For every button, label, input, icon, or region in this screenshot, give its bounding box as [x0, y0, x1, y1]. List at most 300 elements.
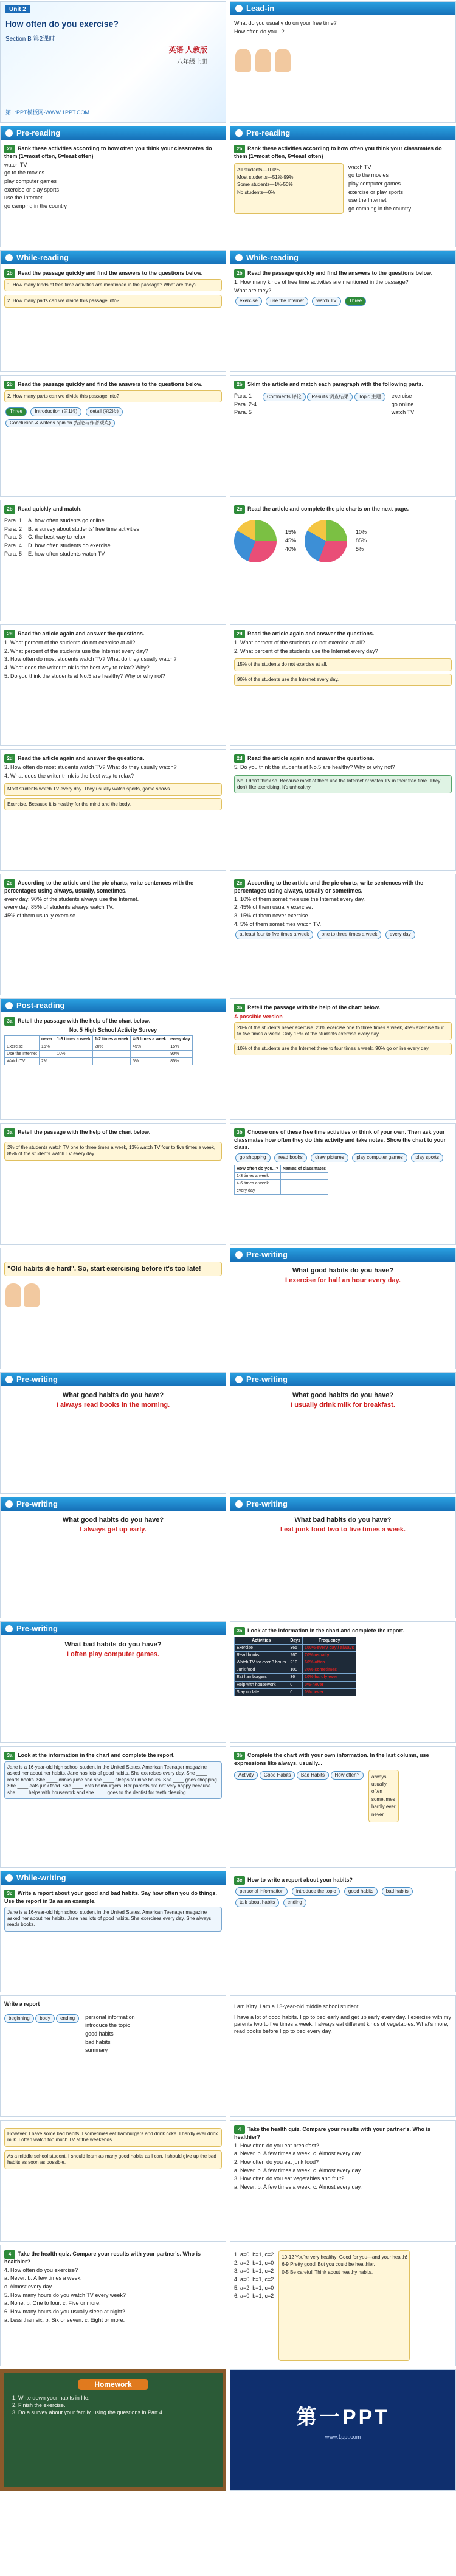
slide-whilereading-11[interactable]: [0, 874, 226, 995]
table-cell: [92, 1050, 130, 1057]
structure-label: talk about habits: [235, 1898, 279, 1907]
slide-whilereading-12[interactable]: [230, 874, 456, 995]
list-item: watch TV: [4, 161, 27, 168]
match-item: B. a survey about students' free time activities: [28, 525, 139, 532]
slide-title: Pre-reading: [1, 126, 226, 140]
slide-title: Post-reading: [1, 999, 226, 1012]
task-text: Write a report: [4, 2001, 40, 2007]
pie-value: 5%: [356, 545, 364, 552]
slide-whilewriting-1[interactable]: [0, 1871, 226, 1992]
para-label: Para. 1: [4, 517, 22, 523]
quiz-line: a. Never. b. A few times a week. c. Almost every day.: [234, 2167, 362, 2174]
step-badge-icon: 3b: [234, 1752, 245, 1760]
table-cell: Use the Internet: [5, 1050, 40, 1057]
para-label: Para. 2-4: [234, 401, 257, 407]
task-text: Read quickly and match.: [18, 506, 82, 512]
question-line: What are they?: [234, 287, 272, 294]
question-line: 1. How many kinds of free time activities are mentioned in the passage? What are they?: [4, 279, 222, 291]
part-label: Results 调查结果: [307, 393, 353, 401]
slide-whilewriting-3[interactable]: [0, 1995, 226, 2117]
score-line: 1. a=0, b=1, c=2: [234, 2251, 274, 2257]
survey-item: All students—100%: [237, 167, 280, 173]
slide-title: Pre-writing: [230, 1497, 455, 1511]
list-item: play computer games: [4, 178, 57, 185]
task-text: Take the health quiz. Compare your results with your partner's. Who is healthier?: [4, 2251, 201, 2265]
runner-illustration: [24, 1283, 40, 1307]
table-header: Activities: [235, 1637, 288, 1645]
list-item: play computer games: [348, 181, 401, 187]
slide-postreading-1[interactable]: [0, 998, 226, 1120]
quiz-line: a. None. b. One to four. c. Five or more.: [4, 2300, 101, 2307]
table-header: Days: [288, 1637, 303, 1645]
answer-bubble: Three: [345, 297, 366, 305]
step-badge-icon: 3a: [4, 1752, 15, 1760]
table-cell: 36: [288, 1674, 303, 1681]
question-line: 1. What percent of the students do not exercise at all?: [4, 640, 136, 646]
activity-bubble: exercise: [391, 393, 412, 399]
table-cell: 0: [288, 1681, 303, 1688]
score-line: 3. a=0, b=1, c=2: [234, 2268, 274, 2274]
part-label: detail (第2段): [86, 407, 123, 416]
question-text: What bad habits do you have?: [294, 1516, 392, 1524]
para-label: Para. 5: [4, 550, 22, 557]
retell-text: 20% of the students never exercise. 20% exercise one to three times a week, 45% exercise four to five times a week. Only 15% of the students exercise every day.: [234, 1022, 452, 1041]
outline-item: good habits: [85, 2031, 114, 2037]
table-cell: 15%: [39, 1043, 55, 1050]
table-cell: 210: [288, 1659, 303, 1666]
answer-text: I exercise for half an hour every day.: [285, 1277, 401, 1285]
match-item: A. how often students go online: [28, 517, 105, 523]
task-text: Retell the passage with the help of the chart below.: [18, 1018, 151, 1024]
result-note: 10-12 You're very healthy! Good for you—and your health!: [282, 2254, 407, 2260]
activity-label: draw pictures: [311, 1153, 348, 1162]
frequency-word: usually: [371, 1781, 387, 1787]
step-badge-icon: 2b: [234, 381, 245, 389]
outline-item: bad habits: [85, 2039, 111, 2045]
table-cell: 2%: [39, 1057, 55, 1065]
table-cell: 5%: [131, 1057, 168, 1065]
step-badge-icon: 2b: [4, 505, 15, 514]
result-note: 6-9 Pretty good! But you could be healthier.: [282, 2262, 375, 2268]
outline-item: personal information: [85, 2014, 135, 2020]
list-item: go to the movies: [348, 172, 389, 179]
quote-text: "Old habits die hard". So, start exercising before it's too late!: [4, 1262, 222, 1276]
task-text: Retell the passage with the help of the chart below.: [18, 1129, 151, 1135]
quiz-line: 1. How often do you eat breakfast?: [234, 2142, 319, 2149]
slide-title: Pre-writing: [1, 1622, 226, 1635]
cover-title: How often do you exercise?: [5, 19, 119, 29]
table-cell: [131, 1050, 168, 1057]
activity-bubble: exercise: [235, 297, 262, 305]
sample-text: However, I have some bad habits. I sometimes eat hamburgers and drink coke. I hardly ever drink milk. I often watch too much TV at the weekends.: [4, 2128, 222, 2147]
slide-title: Pre-reading: [230, 126, 455, 140]
slide-postreading-5[interactable]: [0, 1248, 226, 1369]
slide-whilewriting-4[interactable]: [230, 1995, 456, 2117]
table-cell: 70%-usually: [303, 1652, 356, 1659]
table-cell: Watch TV: [5, 1057, 40, 1065]
cover-grade: 八年级上册: [177, 59, 207, 66]
task-text: Read the passage quickly and find the answers to the questions below.: [18, 381, 203, 387]
match-item: D. how often students do exercise: [28, 542, 111, 549]
answer-text: I usually drink milk for breakfast.: [291, 1401, 395, 1409]
question-line: 5. Do you think the students at No.5 are healthy? Why or why not?: [234, 764, 395, 770]
slide-prewriting-8[interactable]: [0, 1746, 226, 1868]
answer-note: 15% of the students do not exercise at all.: [234, 658, 452, 671]
survey-item: Most students—51%-99%: [237, 174, 294, 181]
sentence-line: 1. 10% of them sometimes use the Internet every day.: [234, 896, 365, 902]
sentence-line: 3. 15% of them never exercise.: [234, 913, 310, 919]
table-cell: Watch TV for over 3 hours: [235, 1659, 288, 1666]
outline-part: ending: [56, 2014, 79, 2023]
task-text: Write a report about your good and bad habits. Say how often you do things. Use the report in 3a as an example.: [4, 1890, 217, 1904]
table-header: 1-3 times a week: [55, 1035, 92, 1043]
table-cell: 85%: [168, 1057, 192, 1065]
result-note: 0-5 Be careful! Think about healthy habits.: [282, 2269, 373, 2275]
table-cell: 0: [288, 1688, 303, 1696]
slide-title: While-reading: [1, 251, 226, 264]
table-cell: 90%: [168, 1050, 192, 1057]
quiz-line: 3. How often do you eat vegetables and fruit?: [234, 2175, 345, 2182]
retell-text: 10% of the students use the Internet three to four times a week. 90% go online every day.: [234, 1043, 452, 1055]
task-text: Retell the passage with the help of the chart below.: [247, 1004, 381, 1010]
activity-bubble: watch TV: [312, 297, 340, 305]
task-text: Read the article again and answer the questions.: [18, 755, 145, 761]
slide-brand[interactable]: [230, 2369, 456, 2491]
slide-prewriting-7[interactable]: [230, 1621, 456, 1743]
slide-homework[interactable]: [0, 2369, 226, 2491]
sentence-line: 2. 45% of them usually exercise.: [234, 904, 313, 911]
task-text: Read the article again and answer the questions.: [247, 755, 375, 761]
cover-site: 第一PPT模板网-WWW.1PPT.COM: [5, 109, 89, 116]
table-cell: Eat hamburgers: [235, 1674, 288, 1681]
question-text: What good habits do you have?: [62, 1516, 164, 1524]
task-text: Take the health quiz. Compare your results with your partner's. Who is healthier?: [234, 2126, 431, 2140]
slide-leadin[interactable]: [230, 1, 456, 123]
table-header: Frequency: [303, 1637, 356, 1645]
table-cell: 0%-never: [303, 1688, 356, 1696]
table-header: How often do you...?: [235, 1165, 281, 1172]
table-cell: every day: [235, 1187, 281, 1195]
quiz-line: 4. How often do you exercise?: [4, 2267, 78, 2273]
slide-whilewriting-6[interactable]: [230, 2120, 456, 2242]
slide-whilereading-2[interactable]: [230, 250, 456, 372]
slide-prewriting-9[interactable]: [230, 1746, 456, 1868]
step-badge-icon: 2d: [234, 630, 245, 638]
step-badge-icon: 3a: [234, 1004, 245, 1012]
frequency-word: often: [371, 1789, 382, 1795]
tag-label: one to three times a week: [317, 930, 382, 939]
para-label: Para. 2: [4, 525, 22, 532]
list-item: watch TV: [348, 164, 371, 170]
kid-illustration: [275, 49, 291, 72]
question-line: 2. What percent of the students use the Internet every day?: [234, 647, 378, 654]
step-badge-icon: 3c: [234, 1876, 245, 1885]
table-cell: Help with housework: [235, 1681, 288, 1688]
question-text: What good habits do you have?: [62, 1392, 164, 1399]
chart-label: Activity: [234, 1771, 258, 1780]
question-line: 1. What percent of the students do not exercise at all?: [234, 640, 365, 646]
tag-label: every day: [385, 930, 415, 939]
pie-value: 85%: [356, 537, 367, 544]
table-cell: [39, 1050, 55, 1057]
table-cell: 1-3 times a week: [235, 1172, 281, 1179]
pie-value: 45%: [285, 537, 297, 544]
table-cell: 20%: [92, 1043, 130, 1050]
match-item: C. the best way to relax: [28, 534, 86, 540]
slide-postreading-2[interactable]: [230, 998, 456, 1120]
list-item: exercise or play sports: [4, 186, 60, 193]
slide-prewriting-1[interactable]: [230, 1248, 456, 1369]
list-item: go camping in the country: [4, 203, 67, 210]
slide-title: While-reading: [230, 251, 455, 264]
step-badge-icon: 2b: [4, 381, 15, 389]
table-cell: 0%-never: [303, 1681, 356, 1688]
list-item: use the Internet: [348, 197, 387, 204]
survey-item: No students—0%: [237, 189, 275, 195]
task-text: Read the article and complete the pie charts on the next page.: [247, 506, 409, 512]
table-header: [5, 1035, 40, 1043]
slide-whilewriting-5[interactable]: [0, 2120, 226, 2242]
list-item: exercise or play sports: [348, 188, 404, 195]
survey-item: Some students—1%-50%: [237, 182, 293, 188]
chart-label: How often?: [331, 1771, 364, 1780]
step-badge-icon: 2a: [234, 145, 245, 153]
kid-illustration: [255, 49, 271, 72]
activity-label: play computer games: [352, 1153, 407, 1162]
notes-table: [234, 1165, 328, 1195]
sample-text: I have a lot of good habits. I go to bed early and get up early every day. I exercise with my parents two to five times a week. I always eat different kinds of vegetables. What's more, I read books before I go to bed every day.: [234, 2014, 452, 2035]
task-text: Skim the article and match each paragraph with the following parts.: [247, 381, 424, 387]
slide-whilereading-6[interactable]: [230, 500, 456, 621]
frequency-word: sometimes: [371, 1796, 395, 1802]
task-text: Look at the information in the chart and complete the report.: [18, 1752, 175, 1758]
table-cell: Read books: [235, 1652, 288, 1659]
task-text: Read the article again and answer the questions.: [18, 630, 145, 637]
homework-title: Homework: [78, 2379, 148, 2390]
slide-cover[interactable]: [0, 1, 226, 123]
question-line: 3. How often do most students watch TV? What do they usually watch?: [4, 656, 177, 663]
answer-text: I eat junk food two to five times a week.: [280, 1526, 406, 1534]
table-cell: Exercise: [235, 1645, 288, 1652]
structure-label: ending: [283, 1898, 306, 1907]
retell-text: 2% of the students watch TV one to three times a week, 13% watch TV four to five times a week, 85% of the students watch TV every day.: [4, 1142, 222, 1161]
slide-prewriting-4[interactable]: [0, 1497, 226, 1618]
step-badge-icon: 2d: [4, 630, 15, 638]
survey-table: [4, 1035, 193, 1065]
slide-prewriting-3[interactable]: [230, 1372, 456, 1494]
para-label: Para. 3: [4, 534, 22, 540]
table-cell: 260: [288, 1652, 303, 1659]
slide-postreading-4[interactable]: [230, 1123, 456, 1245]
score-line: 4. a=0, b=1, c=2: [234, 2276, 274, 2283]
question-line: 5. Do you think the students at No.5 are healthy? Why or why not?: [4, 672, 165, 679]
table-cell: Exercise: [5, 1043, 40, 1050]
task-text: According to the article and the pie charts, write sentences with the percentages using always, usually or sometimes.: [234, 880, 424, 894]
example-report: Jane is a 16-year-old high school student in the United States. American Teenager magazine asked her about her habits. Jane has lots of good habits. She exercises every day. She always reads books.: [4, 1907, 222, 1932]
list-item: use the Internet: [4, 195, 43, 201]
slide-postreading-3[interactable]: [0, 1123, 226, 1245]
outline-part: body: [35, 2014, 54, 2023]
table-cell: [92, 1057, 130, 1065]
slide-whilereading-1[interactable]: [0, 250, 226, 372]
table-header: Names of classmates: [280, 1165, 328, 1172]
slide-title: Lead-in: [230, 2, 455, 15]
pie-value: 40%: [285, 545, 297, 552]
task-text: Rank these activities according to how often you think your classmates do them (1=most often, 6=least often): [234, 145, 442, 159]
homework-item: 1. Write down your habits in life.: [12, 2395, 90, 2401]
quiz-line: a. Less than six. b. Six or seven. c. Eight or more.: [4, 2316, 125, 2323]
table-cell: Junk food: [235, 1666, 288, 1674]
brand-tag: www.1ppt.com: [325, 2434, 361, 2440]
step-badge-icon: 3c: [4, 1890, 15, 1898]
activity-label: play sports: [411, 1153, 443, 1162]
brand-logo: 第一PPT: [295, 2406, 390, 2429]
table-header: 1-2 times a week: [92, 1035, 130, 1043]
quiz-line: 5. How many hours do you watch TV every week?: [4, 2291, 126, 2298]
slide-whilewriting-8[interactable]: [230, 2245, 456, 2366]
pie-value: 10%: [356, 529, 367, 536]
table-header: 4-5 times a week: [131, 1035, 168, 1043]
answer-note: Exercise. Because it is healthy for the mind and the body.: [4, 798, 222, 810]
task-text: Read the article again and answer the questions.: [247, 630, 375, 637]
frequency-word: always: [371, 1773, 387, 1780]
table-cell: [55, 1057, 92, 1065]
habits-table: [234, 1637, 356, 1696]
quiz-line: 2. How often do you eat junk food?: [234, 2159, 319, 2166]
part-label: Conclusion & writer's opinion (结论与作者观点): [5, 419, 115, 427]
slide-prewriting-6[interactable]: [0, 1621, 226, 1743]
activity-label: read books: [274, 1153, 307, 1162]
task-text: Choose one of these free time activities or think of your own. Then ask your classmates how often they do this activity and take notes. Show the chart to your class.: [234, 1129, 446, 1150]
part-label: Introduction (第1段): [30, 407, 81, 416]
kid-illustration: [235, 49, 251, 72]
score-line: 2. a=2, b=1, c=0: [234, 2259, 274, 2266]
question-text: What bad habits do you have?: [64, 1641, 162, 1648]
slide-title: While-writing: [1, 1871, 226, 1885]
task-text: How to write a report about your habits?: [247, 1877, 353, 1883]
question-line: 2. How many parts can we divide this passage into?: [4, 390, 222, 402]
sentence-line: 45% of them usually exercise.: [4, 913, 77, 919]
list-item: go to the movies: [4, 170, 45, 176]
slide-title: Pre-writing: [230, 1373, 455, 1386]
structure-label: personal information: [235, 1887, 288, 1896]
pie-chart: [305, 520, 347, 562]
table-cell: 10%: [55, 1050, 92, 1057]
quiz-line: a. Never. b. A few times a week. c. Almost every day.: [234, 2150, 362, 2157]
task-text: Read the passage quickly and find the answers to the questions below.: [247, 270, 433, 276]
para-label: Para. 4: [4, 542, 22, 549]
table-cell: 60%-often: [303, 1659, 356, 1666]
list-item: go camping in the country: [348, 205, 412, 212]
table-header: never: [39, 1035, 55, 1043]
quiz-line: 6. How many hours do you usually sleep at night?: [4, 2308, 125, 2315]
quiz-line: c. Almost every day.: [4, 2284, 53, 2290]
slide-whilereading-4[interactable]: [230, 375, 456, 497]
activity-bubble: watch TV: [391, 409, 415, 416]
question-line: How often do you...?: [234, 28, 285, 35]
chart-label: Bad Habits: [297, 1771, 329, 1780]
step-badge-icon: 2b: [234, 269, 245, 278]
structure-label: introduce the topic: [292, 1887, 340, 1896]
activity-bubble: use the Internet: [266, 297, 308, 305]
step-badge-icon: 3a: [234, 1627, 245, 1635]
report-passage: Jane is a 16-year-old high school student in the United States. American Teenager magazine asked her about her habits. Jane has lots of good habits. She exercises every day. She ____ reads books. She ____ drinks juice and she ____ sleeps for nine hours. She ____ goes shopping. She ____ eats junk food. She ____ eats hamburgers. Her parents are not very happy because she ____ helps with housework and she ____ goes to the dentist for teeth cleaning.: [4, 1761, 222, 1799]
step-badge-icon: 4: [4, 2250, 15, 2259]
question-line: 2. What percent of the students use the Internet every day?: [4, 647, 148, 654]
table-cell: 15%: [168, 1043, 192, 1050]
slide-prereading-2[interactable]: [230, 126, 456, 247]
quiz-line: a. Never. b. A few times a week.: [4, 2275, 82, 2282]
answer-text: I always read books in the morning.: [56, 1401, 170, 1409]
cover-book: 英语 人教版: [168, 46, 207, 54]
task-text: According to the article and the pie charts, write sentences with the percentages using always, usually, sometimes.: [4, 880, 194, 894]
runner-illustration: [5, 1283, 21, 1307]
answer-text: I always get up early.: [80, 1526, 147, 1534]
step-badge-icon: 2c: [234, 505, 245, 514]
answer-note: No, I don't think so. Because most of them use the Internet or watch TV in their free time. They don't like exercising. It's unhealthy.: [234, 775, 452, 794]
para-label: Para. 1: [234, 393, 252, 399]
answer-bubble: Three: [5, 407, 27, 416]
table-cell: 365: [288, 1645, 303, 1652]
possible-version-bubble: A possible version: [234, 1013, 283, 1020]
score-line: 5. a=2, b=1, c=0: [234, 2284, 274, 2291]
sentence-line: 4. 5% of them sometimes watch TV.: [234, 920, 322, 927]
score-line: 6. a=0, b=1, c=2: [234, 2293, 274, 2299]
question-line: 4. What does the writer think is the best way to relax? Why?: [4, 665, 150, 671]
slide-whilereading-9[interactable]: [0, 749, 226, 871]
table-cell: [55, 1043, 92, 1050]
structure-label: good habits: [344, 1887, 378, 1896]
sample-text: As a middle school student, I should learn as many good habits as I can. I should give up the bad habits as soon as possible.: [4, 2150, 222, 2169]
slide-whilereading-8[interactable]: [230, 624, 456, 746]
sentence-line: every day: 85% of students always watch TV.: [4, 904, 114, 911]
slide-whilereading-10[interactable]: [230, 749, 456, 871]
step-badge-icon: 2b: [4, 269, 15, 278]
table-cell: 100%-every day / always: [303, 1645, 356, 1652]
sample-text: I am Kitty. I am a 13-year-old middle school student.: [234, 2003, 360, 2009]
slide-whilereading-7[interactable]: [0, 624, 226, 746]
answer-text: I often play computer games.: [66, 1651, 160, 1659]
slide-whilereading-5[interactable]: [0, 500, 226, 621]
step-badge-icon: 2e: [4, 879, 15, 888]
table-cell: 4-6 times a week: [235, 1179, 281, 1187]
slide-prewriting-5[interactable]: [230, 1497, 456, 1618]
step-badge-icon: 3a: [4, 1128, 15, 1137]
answer-note: 90% of the students use the Internet every day.: [234, 674, 452, 686]
outline-item: summary: [85, 2047, 108, 2054]
step-badge-icon: 3a: [4, 1017, 15, 1026]
slide-title: Pre-writing: [1, 1497, 226, 1511]
slide-whilewriting-2[interactable]: [230, 1871, 456, 1992]
slide-prewriting-2[interactable]: [0, 1372, 226, 1494]
task-text: Read the passage quickly and find the answers to the questions below.: [18, 270, 203, 276]
task-text: Complete the chart with your own information. In the last column, use expressions like always, usually...: [234, 1752, 429, 1766]
slide-prereading-1[interactable]: [0, 126, 226, 247]
slide-whilewriting-7[interactable]: [0, 2245, 226, 2366]
slide-title: Pre-writing: [1, 1373, 226, 1386]
question-line: 4. What does the writer think is the best way to relax?: [4, 772, 134, 779]
question-line: 3. How often do most students watch TV? What do they usually watch?: [4, 764, 177, 770]
activity-label: go shopping: [235, 1153, 271, 1162]
question-line: 2. How many parts can we divide this passage into?: [4, 295, 222, 307]
slide-whilereading-3[interactable]: [0, 375, 226, 497]
table-cell: 100: [288, 1666, 303, 1674]
cover-section: Section B 第2课时: [5, 36, 55, 43]
task-text: Look at the information in the chart and complete the report.: [247, 1628, 405, 1634]
frequency-word: never: [371, 1811, 384, 1817]
homework-item: 3. Do a survey about your family, using the questions in Part 4.: [12, 2409, 164, 2415]
table-cell: Stay up late: [235, 1688, 288, 1696]
